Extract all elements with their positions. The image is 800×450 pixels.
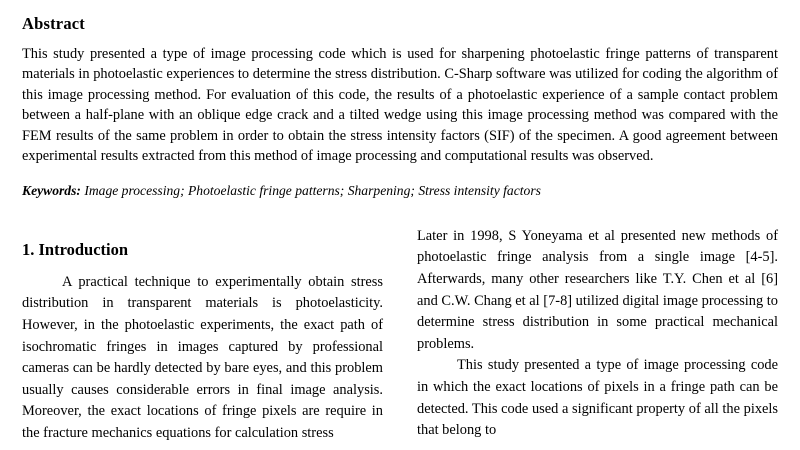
abstract-body: This study presented a type of image processing code which is used for sharpening photoelastic fringe patterns of transparent materials in photoelastic experiences to determine the stress distribution. C-Sharp software was utilized for coding the algorithm of this image processing method. For evaluation of this code, the results of a photoelastic experience of a sample contact problem between a half-plane with an oblique edge crack and a tilted wedge using this image processing method was compared with the FEM results of the same problem in order to obtain the stress intensity factors (SIF) of the specimen. A good agreement between experimental results extracted from this method of image processing and computational results was observed. xyxy=(22,46,778,165)
abstract-heading: Abstract xyxy=(22,14,85,33)
right-column xyxy=(417,226,778,442)
keywords-label: Keywords: xyxy=(22,182,81,198)
right-column-paragraph-2: This study presented a type of image processing code in which the exact locations of pixels in a fringe path can be detected. This code used a significant property of all the pixels that belong to xyxy=(417,357,778,439)
left-column-paragraph: A practical technique to experimentally obtain stress distribution in transparent materials is photoelasticity. However, in the photoelastic experiments, the exact path of isochromatic fringes in images captured by professional cameras can be hardly detected by bare eyes, and this problem usually causes considerable errors in final image analysis. Moreover, the exact locations of fringe pixels are require in the fracture mechanics equations for calculation stress xyxy=(22,273,383,442)
keywords-line xyxy=(22,181,778,200)
introduction-heading: 1. Introduction xyxy=(22,239,129,259)
right-column-paragraph-1: Later in 1998, S Yoneyama et al presented new methods of photoelastic fringe analysis from a single image [4-5]. Afterwards, many other researchers like T.Y. Chen et al [6] and C.W. Chang et al [7-8] utilized digital image processing to determine stress distribution in some practical mechanical problems. xyxy=(417,227,778,352)
left-column xyxy=(22,272,383,445)
keywords-value: Image processing; Photoelastic fringe patterns; Sharpening; Stress intensity factors xyxy=(84,182,541,198)
